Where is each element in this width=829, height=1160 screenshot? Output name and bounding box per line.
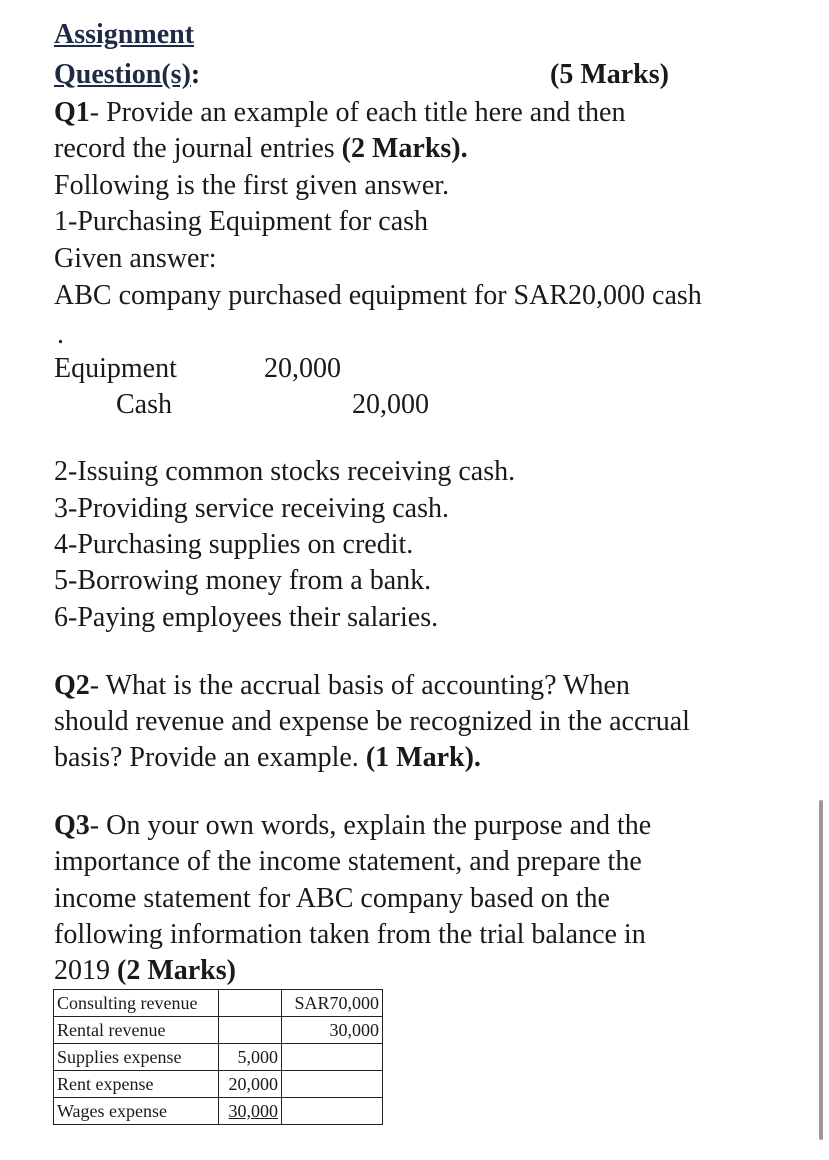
- q2-text-3: basis? Provide an example.: [54, 742, 366, 773]
- q1-line-1: [54, 96, 625, 130]
- q3-label: Q3: [54, 810, 90, 841]
- q3-text-1: - On your own words, explain the purpose and the: [89, 810, 652, 841]
- debit-cell: 30,000: [219, 1098, 282, 1125]
- given-answer-label: Given answer:: [54, 243, 217, 274]
- account-cell: Rent expense: [54, 1071, 219, 1098]
- total-marks: (5 Marks): [550, 59, 669, 90]
- debit-cell: [219, 1017, 282, 1044]
- account-cell: Consulting revenue: [54, 990, 219, 1017]
- q3-line-3: income statement for ABC company based on the: [54, 883, 610, 914]
- credit-cell: 30,000: [282, 1017, 383, 1044]
- assignment-title: Assignment: [54, 19, 195, 50]
- q3-line-4: following information taken from the trial balance in: [54, 919, 646, 950]
- account-cell: Rental revenue: [54, 1017, 219, 1044]
- debit-cell: 5,000: [219, 1044, 282, 1071]
- q1-text-2: record the journal entries: [54, 133, 342, 164]
- debit-cell: 20,000: [219, 1071, 282, 1098]
- q2-marks: (1 Mark).: [365, 742, 481, 773]
- q2-line-2: should revenue and expense be recognized in the accrual: [54, 706, 690, 737]
- q3-line-2: importance of the income statement, and prepare the: [54, 846, 642, 877]
- table-row: [54, 990, 383, 1017]
- q2-label: Q2: [54, 670, 90, 701]
- q1-item-1: 1-Purchasing Equipment for cash: [54, 206, 429, 237]
- credit-cell: SAR70,000: [282, 990, 383, 1017]
- q1-item-4: 4-Purchasing supplies on credit.: [54, 529, 414, 560]
- q1-item-2: 2-Issuing common stocks receiving cash.: [54, 456, 516, 487]
- q3-text-5: 2019: [54, 955, 117, 986]
- q1-item-3: 3-Providing service receiving cash.: [54, 493, 449, 524]
- debit-cell: [219, 990, 282, 1017]
- q1-item-5: 5-Borrowing money from a bank.: [54, 565, 432, 596]
- q2-line-3: [54, 741, 481, 775]
- table-row: [54, 1098, 383, 1125]
- journal-credit-account: Cash: [116, 389, 172, 420]
- credit-cell: [282, 1044, 383, 1071]
- q2-text-1: - What is the accrual basis of accounting? When: [89, 670, 630, 701]
- account-cell: Supplies expense: [54, 1044, 219, 1071]
- given-answer-text: ABC company purchased equipment for SAR20,000 cash: [54, 280, 702, 311]
- journal-debit-account: Equipment: [54, 353, 177, 384]
- q2-line-1: [54, 669, 630, 703]
- q1-intro: Following is the first given answer.: [54, 170, 450, 201]
- q3-line-5: [54, 954, 236, 988]
- q3-marks: (2 Marks): [117, 955, 236, 986]
- q1-label: Q1: [54, 97, 90, 128]
- q3-line-1: [54, 809, 651, 843]
- q1-line-2: [54, 132, 468, 166]
- q1-marks: (2 Marks).: [341, 133, 468, 164]
- journal-credit-amount: 20,000: [352, 389, 429, 420]
- journal-debit-amount: 20,000: [264, 353, 341, 384]
- table-row: [54, 1044, 383, 1071]
- questions-colon: :: [190, 59, 201, 90]
- credit-cell: [282, 1071, 383, 1098]
- table-row: [54, 1071, 383, 1098]
- vertical-scrollbar[interactable]: [819, 800, 823, 1140]
- q1-text-1: - Provide an example of each title here and then: [89, 97, 626, 128]
- table-row: [54, 1017, 383, 1044]
- questions-heading: [54, 58, 200, 92]
- trial-balance-table: [53, 989, 383, 1125]
- credit-cell: [282, 1098, 383, 1125]
- questions-title: Question(s): [54, 59, 191, 90]
- q1-item-6: 6-Paying employees their salaries.: [54, 602, 439, 633]
- stray-dot: .: [57, 319, 64, 350]
- account-cell: Wages expense: [54, 1098, 219, 1125]
